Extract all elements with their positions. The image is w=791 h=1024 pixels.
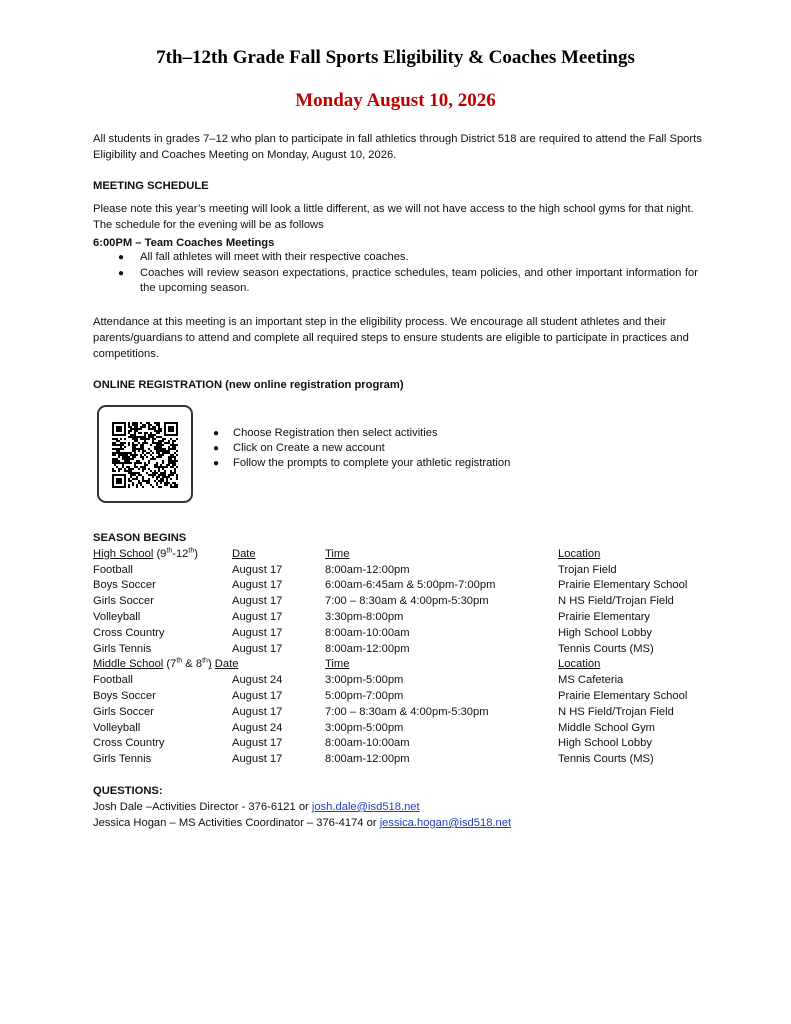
cell-date: August 24 [232,674,283,687]
ms-level-label: Middle School (7th & 8th) Date [93,657,239,671]
cell-location: Tennis Courts (MS) [558,753,654,766]
cell-location: N HS Field/Trojan Field [558,595,674,608]
cell-date: August 17 [232,563,283,576]
cell-date: August 17 [232,753,283,766]
list-item: ● Follow the prompts to complete your athletic registration [213,457,511,469]
cell-time: 8:00am-12:00pm [325,753,410,766]
time-header: Time [325,547,350,560]
cell-time: 3:00pm-5:00pm [325,721,404,734]
meeting-bullets [93,250,698,297]
cell-location: High School Lobby [558,737,652,750]
intro-paragraph: All students in grades 7–12 who plan to participate in fall athletics through District 518 are required to attend the Fall Sports Eligibility and Coaches Meeting on Monday, August 10, 2026. [93,133,702,161]
registration-steps [213,426,510,471]
qr-code-graphic [112,422,178,488]
cell-location: Prairie Elementary School [558,579,688,592]
cell-date: August 17 [232,705,283,718]
cell-time: 8:00am-12:00pm [325,563,410,576]
cell-location: High School Lobby [558,626,652,639]
cell-sport: Girls Soccer [93,705,154,718]
cell-sport: Boys Soccer [93,689,156,702]
questions-heading: QUESTIONS: [93,785,163,797]
cell-time: 6:00am-6:45am & 5:00pm-7:00pm [325,579,496,592]
cell-time: 7:00 – 8:30am & 4:00pm-5:30pm [325,705,489,718]
cell-location: N HS Field/Trojan Field [558,705,674,718]
list-item: ● Coaches will review season expectations, practice schedules, team policies, and other important information for the upcoming season. [118,266,698,294]
bullet-icon: ● [118,252,125,263]
cell-sport: Girls Soccer [93,595,154,608]
qr-code-icon[interactable] [97,405,193,503]
cell-date: August 17 [232,626,283,639]
cell-time: 8:00am-12:00pm [325,642,410,655]
cell-location: Prairie Elementary School [558,689,688,702]
list-item: ● Choose Registration then select activities [213,427,438,439]
cell-time: 3:00pm-5:00pm [325,674,404,687]
cell-date: August 17 [232,642,283,655]
list-item: ● All fall athletes will meet with their respective coaches. [93,250,698,266]
cell-sport: Cross Country [93,626,165,639]
cell-sport: Cross Country [93,737,165,750]
meeting-note: Please note this year’s meeting will look a little different, as we will not have access to the high school gyms for that night. The schedule for the evening will be as follows [93,203,694,231]
list-item: ● Click on Create a new account [213,442,385,454]
location-header: Location [558,547,601,560]
time-header: Time [325,658,350,671]
email-link[interactable]: josh.dale@isd518.net [311,801,420,813]
cell-location: MS Cafeteria [558,674,624,687]
email-link[interactable]: jessica.hogan@isd518.net [379,817,512,829]
cell-date: August 17 [232,610,283,623]
cell-location: Tennis Courts (MS) [558,642,654,655]
cell-date: August 17 [232,595,283,608]
cell-sport: Girls Tennis [93,753,152,766]
cell-sport: Volleyball [93,721,141,734]
date-header: Date [232,547,256,560]
cell-sport: Football [93,674,133,687]
cell-sport: Football [93,563,133,576]
cell-time: 5:00pm-7:00pm [325,689,404,702]
cell-sport: Volleyball [93,610,141,623]
cell-location: Trojan Field [558,563,617,576]
location-header: Location [558,658,601,671]
cell-time: 7:00 – 8:30am & 4:00pm-5:30pm [325,595,489,608]
meeting-schedule-heading: MEETING SCHEDULE [93,180,209,192]
cell-date: August 17 [232,689,283,702]
hs-level-label: High School (9th-12th) [93,547,198,560]
bullet-icon: ● [118,267,125,279]
bullet-icon: ● [213,443,220,454]
page-title: 7th–12th Grade Fall Sports Eligibility & Coaches Meetings [156,47,635,68]
cell-location: Middle School Gym [558,721,655,734]
season-heading: SEASON BEGINS [93,532,187,544]
cell-time: 8:00am-10:00am [325,737,410,750]
cell-date: August 24 [232,721,283,734]
session-title: 6:00PM – Team Coaches Meetings [93,237,275,249]
bullet-icon: ● [213,428,220,439]
registration-heading: ONLINE REGISTRATION (new online registration program) [93,379,404,391]
attendance-paragraph: Attendance at this meeting is an important step in the eligibility process. We encourage all student athletes and their parents/guardians to attend and complete all required steps to ensure students are eligible to participate in practices and competitions. [93,316,689,360]
cell-sport: Boys Soccer [93,579,156,592]
cell-location: Prairie Elementary [558,610,651,623]
contact-josh: Josh Dale –Activities Director - 376-6121 or josh.dale@isd518.net [93,801,420,813]
cell-sport: Girls Tennis [93,642,152,655]
contact-jessica: Jessica Hogan – MS Activities Coordinator – 376-4174 or jessica.hogan@isd518.net [93,817,512,829]
bullet-icon: ● [213,458,220,469]
meeting-date: Monday August 10, 2026 [295,90,496,111]
cell-date: August 17 [232,579,283,592]
cell-date: August 17 [232,737,283,750]
cell-time: 8:00am-10:00am [325,626,410,639]
cell-time: 3:30pm-8:00pm [325,610,404,623]
